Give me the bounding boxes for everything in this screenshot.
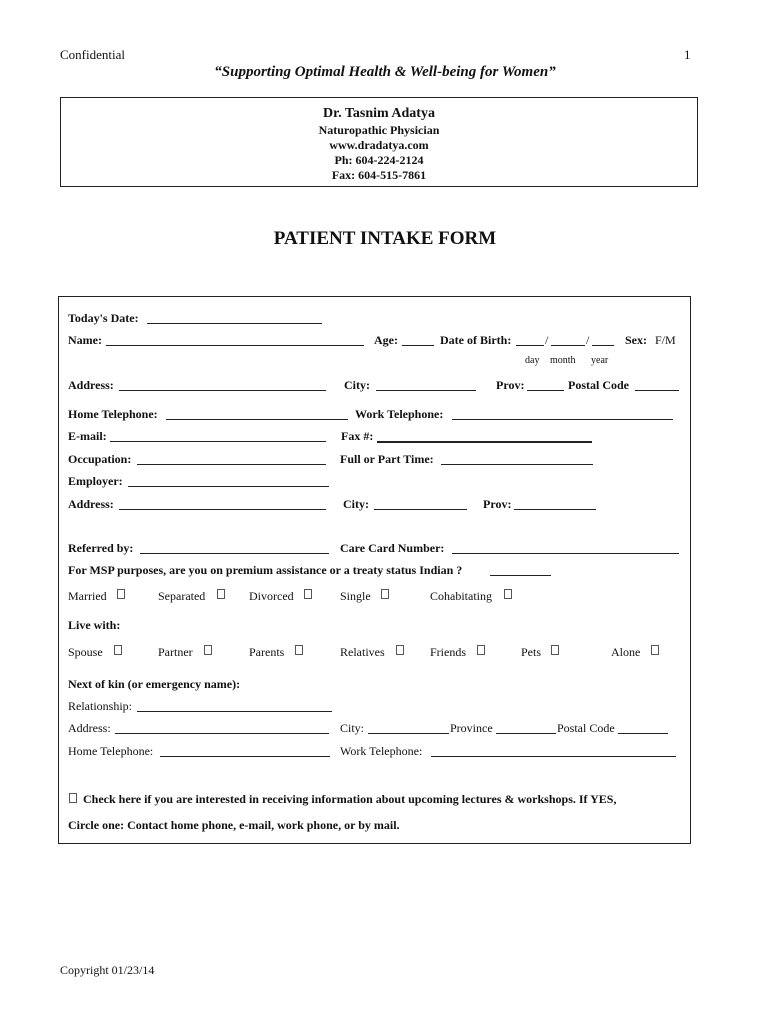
fax-label: Fax #: [341,429,374,443]
intake-form [58,296,691,844]
fax-field[interactable] [377,441,592,443]
referred-by-label: Referred by: [68,541,134,555]
married-label: Married [68,589,107,603]
friends-checkbox[interactable] [477,645,485,655]
relationship-label: Relationship: [68,699,132,713]
alone-label: Alone [611,645,641,659]
employer-prov-field[interactable] [514,509,596,510]
spouse-label: Spouse [68,645,103,659]
kin-postal-field[interactable] [618,733,668,734]
sex-value: F/M [655,333,676,347]
kin-home-telephone-label: Home Telephone: [68,744,154,758]
full-part-time-label: Full or Part Time: [340,452,434,466]
city-field[interactable] [376,390,476,391]
msp-question: For MSP purposes, are you on premium assistance or a treaty status Indian ? [68,563,463,577]
dob-separator: / [586,333,590,347]
occupation-field[interactable] [137,464,326,465]
home-telephone-label: Home Telephone: [68,407,158,421]
pets-label: Pets [521,645,542,659]
postal-code-field[interactable] [635,390,679,391]
partner-checkbox[interactable] [204,645,212,655]
single-label: Single [340,589,371,603]
partner-label: Partner [158,645,193,659]
fax: Fax: 604-515-7861 [331,168,427,182]
kin-city-field[interactable] [368,733,449,734]
home-telephone-field[interactable] [166,419,348,420]
relationship-field[interactable] [137,711,332,712]
divorced-checkbox[interactable] [304,589,312,599]
alone-checkbox[interactable] [651,645,659,655]
prov-label: Prov: [496,378,525,392]
dob-day-field[interactable] [516,345,544,346]
kin-address-label: Address: [68,721,111,735]
age-field[interactable] [402,345,434,346]
kin-work-telephone-label: Work Telephone: [340,744,423,758]
kin-home-telephone-field[interactable] [160,756,330,757]
website: www.dradatya.com [329,138,429,152]
work-telephone-label: Work Telephone: [355,407,444,421]
email-field[interactable] [110,441,326,442]
form-title: PATIENT INTAKE FORM [273,228,497,249]
kin-city-label: City: [340,721,365,735]
dob-month-field[interactable] [551,345,585,346]
kin-postal-label: Postal Code [557,721,615,735]
specialty: Naturopathic Physician [318,123,440,137]
email-label: E-mail: [68,429,107,443]
prov-field[interactable] [527,390,564,391]
address-label: Address: [68,378,114,392]
employer-address-field[interactable] [119,509,326,510]
age-label: Age: [374,333,398,347]
dob-year-field[interactable] [592,345,614,346]
todays-date-field[interactable] [147,323,322,324]
kin-province-field[interactable] [496,733,556,734]
married-checkbox[interactable] [117,589,125,599]
address-field[interactable] [119,390,326,391]
doctor-name: Dr. Tasnim Adatya [323,106,435,121]
employer-city-label: City: [343,497,369,511]
single-checkbox[interactable] [381,589,389,599]
cohabitating-label: Cohabitating [430,589,492,603]
lectures-checkbox[interactable] [69,793,77,803]
msp-answer-field[interactable] [490,575,551,576]
occupation-label: Occupation: [68,452,132,466]
phone: Ph: 604-224-2124 [334,153,424,167]
kin-work-telephone-field[interactable] [431,756,676,757]
day-hint: day [525,355,540,366]
work-telephone-field[interactable] [452,419,673,420]
separated-checkbox[interactable] [217,589,225,599]
name-field[interactable] [106,345,364,346]
relatives-checkbox[interactable] [396,645,404,655]
postal-code-label: Postal Code [568,378,629,392]
header-box [60,97,698,187]
parents-checkbox[interactable] [295,645,303,655]
employer-field[interactable] [128,486,329,487]
tagline: “Supporting Optimal Health & Well-being for Women” [214,64,556,80]
cohabitating-checkbox[interactable] [504,589,512,599]
relatives-label: Relatives [340,645,385,659]
parents-label: Parents [249,645,285,659]
kin-province-label: Province [450,721,493,735]
employer-label: Employer: [68,474,123,488]
circle-one-text: Circle one: Contact home phone, e-mail, work phone, or by mail. [68,818,400,832]
friends-label: Friends [430,645,466,659]
next-of-kin-label: Next of kin (or emergency name): [68,677,241,691]
copyright: Copyright 01/23/14 [60,963,155,977]
employer-city-field[interactable] [374,509,467,510]
employer-prov-label: Prov: [483,497,512,511]
live-with-label: Live with: [68,618,121,632]
separated-label: Separated [158,589,206,603]
lectures-text: Check here if you are interested in receiving information about upcoming lectures & workshops. If YES, [83,792,617,806]
page-number: 1 [684,47,691,62]
care-card-field[interactable] [452,553,679,554]
todays-date-label: Today's Date: [68,311,139,325]
year-hint: year [591,355,609,366]
referred-by-field[interactable] [140,553,329,554]
city-label: City: [344,378,370,392]
confidential-label: Confidential [60,47,125,62]
dob-separator: / [545,333,549,347]
divorced-label: Divorced [249,589,294,603]
employer-address-label: Address: [68,497,114,511]
sex-label: Sex: [625,333,647,347]
dob-label: Date of Birth: [440,333,512,347]
kin-address-field[interactable] [115,733,329,734]
month-hint: month [550,355,576,366]
pets-checkbox[interactable] [551,645,559,655]
full-part-time-field[interactable] [441,464,593,465]
care-card-label: Care Card Number: [340,541,445,555]
name-label: Name: [68,333,102,347]
spouse-checkbox[interactable] [114,645,122,655]
